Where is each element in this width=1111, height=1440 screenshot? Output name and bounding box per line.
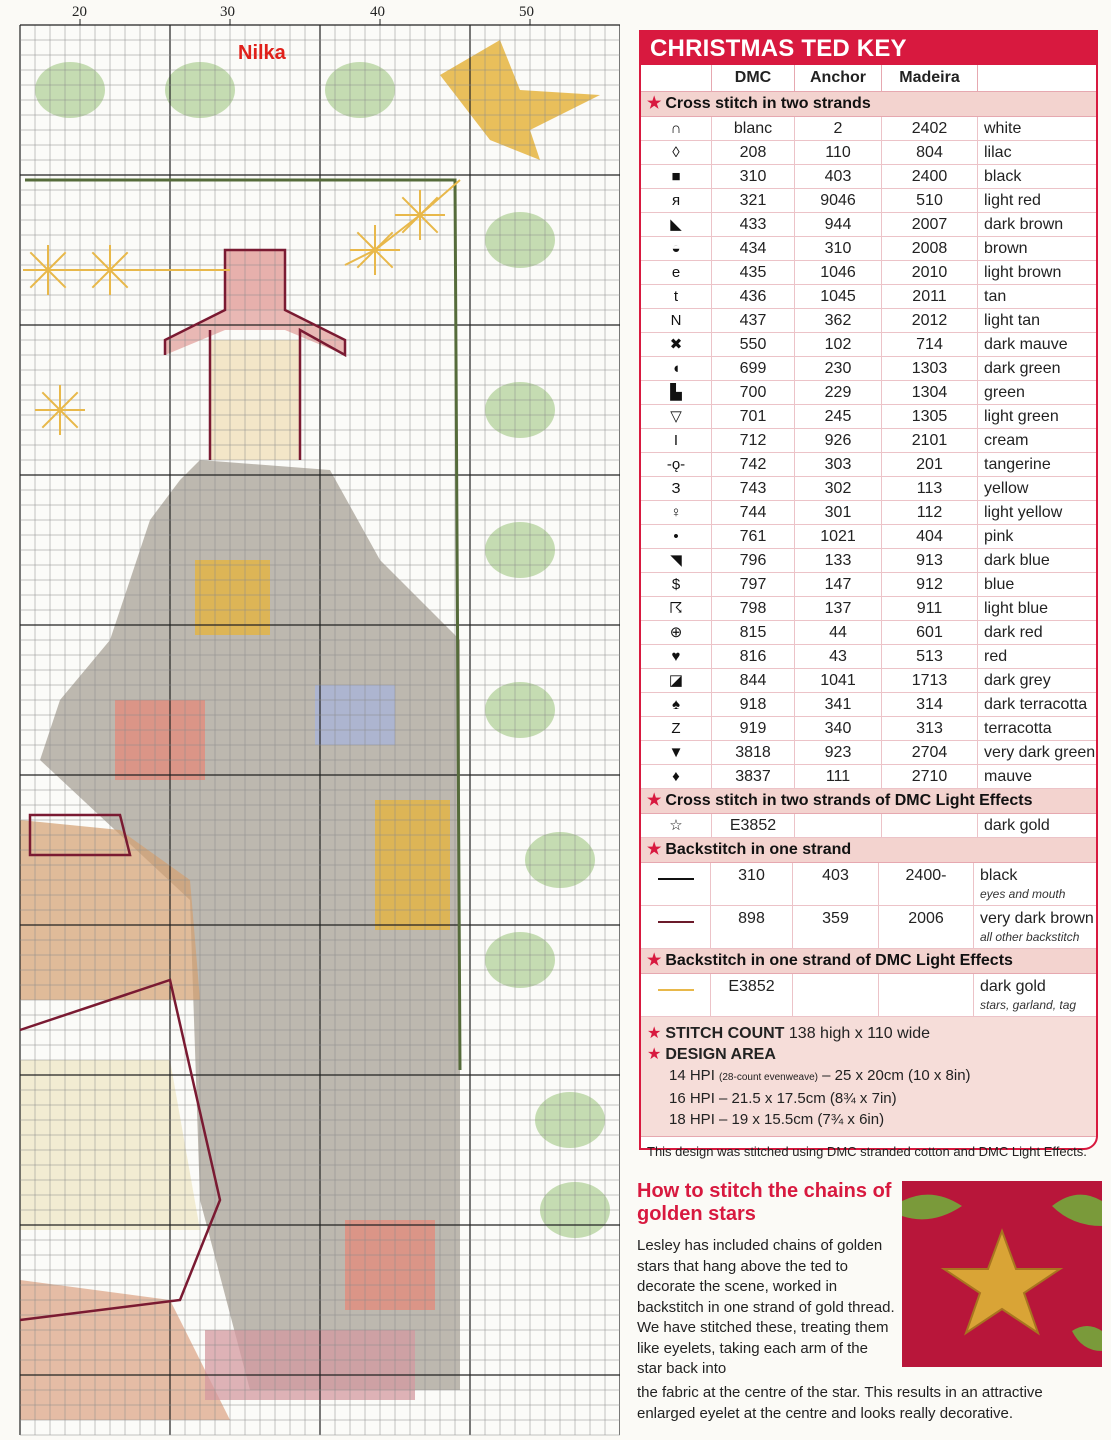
anchor-code: 147 <box>795 573 882 596</box>
thread-rows <box>641 117 1096 789</box>
color-name-text: very dark brown <box>980 910 1094 927</box>
dmc-code: 816 <box>712 645 795 668</box>
symbol-icon: t <box>641 285 712 308</box>
color-name: dark mauve <box>984 336 1068 353</box>
anchor-code <box>793 974 879 1016</box>
dmc-code: 815 <box>712 621 795 644</box>
thread-row <box>641 261 1096 285</box>
anchor-code: 111 <box>795 765 882 788</box>
dmc-code: 742 <box>712 453 795 476</box>
symbol-icon: -ǫ- <box>641 453 712 476</box>
symbol-icon: e <box>641 261 712 284</box>
dmc-code: 310 <box>711 863 793 905</box>
column-number-20: 20 <box>72 4 87 20</box>
backstitch-line-icon <box>641 974 711 1016</box>
anchor-code: 359 <box>793 906 879 948</box>
anchor-code: 310 <box>795 237 882 260</box>
dmc-code: 898 <box>711 906 793 948</box>
symbol-icon: • <box>641 525 712 548</box>
color-name: light red <box>984 192 1041 209</box>
gold-star-image <box>902 1181 1102 1367</box>
dmc-code: 701 <box>712 405 795 428</box>
madeira-code: 313 <box>882 717 978 740</box>
symbol-icon: ✖ <box>641 333 712 356</box>
star-icon: ★ <box>647 952 662 969</box>
dmc-code: 700 <box>712 381 795 404</box>
color-name <box>974 863 1096 905</box>
anchor-code: 303 <box>795 453 882 476</box>
dmc-code: 434 <box>712 237 795 260</box>
anchor-code: 362 <box>795 309 882 332</box>
backstitch-row-dark-gold <box>641 974 1096 1017</box>
madeira-code: 112 <box>882 501 978 524</box>
dmc-code: 433 <box>712 213 795 236</box>
symbol-icon: ■ <box>641 165 712 188</box>
dmc-code: 310 <box>712 165 795 188</box>
key-title: CHRISTMAS TED KEY <box>641 32 1096 65</box>
dmc-code: 744 <box>712 501 795 524</box>
dmc-code: 437 <box>712 309 795 332</box>
thread-row <box>641 213 1096 237</box>
color-name: light tan <box>984 312 1041 329</box>
star-icon: ★ <box>647 95 662 112</box>
madeira-code: 2400 <box>882 165 978 188</box>
stitched-star-photo <box>902 1181 1102 1367</box>
section-backstitch <box>641 838 1096 863</box>
anchor-code: 9046 <box>795 189 882 212</box>
stitch-count-block <box>641 1017 1096 1137</box>
madeira-code: 2402 <box>882 117 978 140</box>
anchor-code: 302 <box>795 477 882 500</box>
madeira-code: 113 <box>882 477 978 500</box>
design-area-label: DESIGN AREA <box>665 1046 776 1063</box>
howto-body-continued: the fabric at the centre of the star. This results in an attractive enlarged eyelet at the centre and looks really decorative. <box>637 1384 1043 1422</box>
color-name: terracotta <box>984 720 1052 737</box>
anchor-code: 229 <box>795 381 882 404</box>
dmc-code: 796 <box>712 549 795 572</box>
backstitch-line-icon <box>641 863 711 905</box>
section-label: Cross stitch in two strands <box>665 95 871 112</box>
color-name: black <box>984 168 1022 185</box>
section-cross-stitch <box>641 92 1096 117</box>
thread-row <box>641 669 1096 693</box>
anchor-code: 1046 <box>795 261 882 284</box>
madeira-code: 913 <box>882 549 978 572</box>
anchor-code: 1021 <box>795 525 882 548</box>
dmc-code: blanc <box>712 117 795 140</box>
madeira-code: 2010 <box>882 261 978 284</box>
stitch-count-value: 138 high x 110 wide <box>788 1025 931 1042</box>
madeira-code: 2400- <box>879 863 974 905</box>
header-anchor: Anchor <box>795 65 882 91</box>
color-name: mauve <box>984 768 1033 785</box>
design-area-16: 16 HPI – 21.5 x 17.5cm (8¾ x 7in) <box>669 1090 897 1107</box>
madeira-code: 2101 <box>882 429 978 452</box>
dmc-code: 761 <box>712 525 795 548</box>
anchor-code: 1041 <box>795 669 882 692</box>
color-name: very dark green <box>984 744 1096 761</box>
header-name <box>978 65 1096 91</box>
madeira-code: 714 <box>882 333 978 356</box>
madeira-code: 1304 <box>882 381 978 404</box>
section-label: Backstitch in one strand <box>665 841 852 858</box>
usage-note: stars, garland, tag <box>980 998 1077 1012</box>
color-name: red <box>984 648 1008 665</box>
symbol-icon: я <box>641 189 712 212</box>
color-name: cream <box>984 432 1029 449</box>
anchor-code: 2 <box>795 117 882 140</box>
madeira-code <box>879 974 974 1016</box>
symbol-icon: ☈ <box>641 597 712 620</box>
thread-row-light-effects <box>641 814 1096 838</box>
dmc-code: 798 <box>712 597 795 620</box>
thread-row <box>641 765 1096 789</box>
christmas-ted-key <box>639 30 1098 1159</box>
thread-row <box>641 285 1096 309</box>
color-name: dark green <box>984 360 1061 377</box>
symbol-icon: ⊕ <box>641 621 712 644</box>
color-name: pink <box>984 528 1014 545</box>
color-name: brown <box>984 240 1028 257</box>
dmc-code: 918 <box>712 693 795 716</box>
thread-row <box>641 309 1096 333</box>
star-icon: ★ <box>647 1046 662 1063</box>
dmc-code: 3818 <box>712 741 795 764</box>
section-backstitch-light-effects <box>641 949 1096 974</box>
symbol-icon: ♥ <box>641 645 712 668</box>
thread-row <box>641 693 1096 717</box>
watermark: Nilka <box>238 42 286 64</box>
madeira-code: 2710 <box>882 765 978 788</box>
color-name: dark red <box>984 624 1043 641</box>
howto-body: Lesley has included chains of golden stars that hang above the ted to decorate the scene, worked in backstitch in one strand of gold thread. We have stitched these, treating them like eyelets, taking each arm of the star back into <box>637 1237 895 1377</box>
madeira-code: 314 <box>882 693 978 716</box>
color-name: dark terracotta <box>984 696 1088 713</box>
symbol-icon: ♀ <box>641 501 712 524</box>
symbol-icon: ◣ <box>641 213 712 236</box>
column-number-50: 50 <box>519 4 534 20</box>
symbol-icon: ◊ <box>641 141 712 164</box>
anchor-code: 110 <box>795 141 882 164</box>
thread-row <box>641 189 1096 213</box>
thread-row <box>641 237 1096 261</box>
anchor-code: 102 <box>795 333 882 356</box>
madeira-code: 1713 <box>882 669 978 692</box>
thread-row <box>641 429 1096 453</box>
symbol-icon: ◖ <box>641 357 712 380</box>
madeira-code: 2704 <box>882 741 978 764</box>
star-icon: ★ <box>647 1025 662 1042</box>
usage-note: all other backstitch <box>980 930 1080 944</box>
section-cross-stitch-light-effects <box>641 789 1096 814</box>
anchor-code: 245 <box>795 405 882 428</box>
madeira-code: 2012 <box>882 309 978 332</box>
thread-row <box>641 477 1096 501</box>
anchor-code: 926 <box>795 429 882 452</box>
anchor-code: 341 <box>795 693 882 716</box>
thread-row <box>641 741 1096 765</box>
header-madeira: Madeira <box>882 65 978 91</box>
symbol-icon: $ <box>641 573 712 596</box>
color-name: light green <box>984 408 1059 425</box>
thread-row <box>641 597 1096 621</box>
star-icon: ★ <box>647 841 662 858</box>
dmc-code: 435 <box>712 261 795 284</box>
symbol-icon: N <box>641 309 712 332</box>
anchor-code: 1045 <box>795 285 882 308</box>
anchor-code <box>795 814 882 837</box>
dmc-code: E3852 <box>711 974 793 1016</box>
design-area-14 <box>647 1065 1088 1088</box>
section-label: Cross stitch in two strands of DMC Light Effects <box>665 792 1033 809</box>
design-area-18: 18 HPI – 19 x 15.5cm (7¾ x 6in) <box>669 1111 885 1128</box>
dmc-code: E3852 <box>712 814 795 837</box>
thread-row <box>641 165 1096 189</box>
color-name: tangerine <box>984 456 1051 473</box>
thread-row <box>641 525 1096 549</box>
usage-note: eyes and mouth <box>980 887 1066 901</box>
anchor-code: 403 <box>793 863 879 905</box>
color-name: blue <box>984 576 1015 593</box>
symbol-icon: Z <box>641 717 712 740</box>
thread-row <box>641 405 1096 429</box>
star-icon: ★ <box>647 792 662 809</box>
howto-title: How to stitch the chains of golden stars <box>637 1180 892 1225</box>
thread-row <box>641 717 1096 741</box>
thread-row <box>641 645 1096 669</box>
backstitch-row-black <box>641 863 1096 906</box>
design-area-14-count: 14 HPI <box>669 1067 720 1084</box>
design-area-14-size: – 25 x 20cm (10 x 8in) <box>817 1067 971 1084</box>
symbol-icon: ▽ <box>641 405 712 428</box>
anchor-code: 923 <box>795 741 882 764</box>
key-header-row <box>641 65 1096 92</box>
madeira-code: 2011 <box>882 285 978 308</box>
color-name: tan <box>984 288 1007 305</box>
madeira-code: 201 <box>882 453 978 476</box>
madeira-code: 601 <box>882 621 978 644</box>
symbol-icon: ◥ <box>641 549 712 572</box>
stitch-count-label: STITCH COUNT <box>665 1025 785 1042</box>
dmc-code: 436 <box>712 285 795 308</box>
madeira-code: 2008 <box>882 237 978 260</box>
dmc-code: 321 <box>712 189 795 212</box>
anchor-code: 137 <box>795 597 882 620</box>
color-name-text: dark gold <box>980 978 1046 995</box>
design-area-14-fabric: (28-count evenweave) <box>719 1072 818 1083</box>
dmc-code: 208 <box>712 141 795 164</box>
thread-row <box>641 333 1096 357</box>
color-name-text: black <box>980 867 1018 884</box>
anchor-code: 44 <box>795 621 882 644</box>
column-number-30: 30 <box>220 4 235 20</box>
backstitch-line-icon <box>641 906 711 948</box>
dmc-code: 743 <box>712 477 795 500</box>
symbol-icon: ∩ <box>641 117 712 140</box>
materials-note: This design was stitched using DMC stranded cotton and DMC Light Effects. <box>647 1144 1087 1159</box>
thread-row <box>641 381 1096 405</box>
thread-row <box>641 357 1096 381</box>
madeira-code <box>882 814 978 837</box>
color-name: light yellow <box>984 504 1063 521</box>
header-dmc: DMC <box>712 65 795 91</box>
color-name: dark grey <box>984 672 1051 689</box>
madeira-code: 911 <box>882 597 978 620</box>
thread-row <box>641 501 1096 525</box>
column-number-40: 40 <box>370 4 385 20</box>
symbol-icon: I <box>641 429 712 452</box>
anchor-code: 301 <box>795 501 882 524</box>
dmc-code: 3837 <box>712 765 795 788</box>
dmc-code: 712 <box>712 429 795 452</box>
color-name: dark blue <box>984 552 1050 569</box>
color-name: white <box>984 120 1022 137</box>
anchor-code: 230 <box>795 357 882 380</box>
color-name: green <box>984 384 1025 401</box>
color-name: lilac <box>984 144 1012 161</box>
madeira-code: 2007 <box>882 213 978 236</box>
anchor-code: 133 <box>795 549 882 572</box>
symbol-icon: ▙ <box>641 381 712 404</box>
madeira-code: 2006 <box>879 906 974 948</box>
thread-row <box>641 573 1096 597</box>
thread-row <box>641 621 1096 645</box>
madeira-code: 1303 <box>882 357 978 380</box>
thread-row <box>641 141 1096 165</box>
backstitch-row-dark-brown <box>641 906 1096 949</box>
dmc-code: 919 <box>712 717 795 740</box>
header-symbol <box>641 65 712 91</box>
madeira-code: 912 <box>882 573 978 596</box>
outline-star-icon: ☆ <box>641 814 712 837</box>
dmc-code: 699 <box>712 357 795 380</box>
color-name: yellow <box>984 480 1029 497</box>
section-label: Backstitch in one strand of DMC Light Effects <box>665 952 1013 969</box>
color-name <box>974 906 1096 948</box>
thread-row <box>641 549 1096 573</box>
dmc-code: 550 <box>712 333 795 356</box>
dmc-code: 844 <box>712 669 795 692</box>
color-name: dark brown <box>984 216 1064 233</box>
color-name <box>974 974 1096 1016</box>
symbol-icon: ♠ <box>641 693 712 716</box>
thread-row <box>641 453 1096 477</box>
symbol-icon: ♦ <box>641 765 712 788</box>
madeira-code: 1305 <box>882 405 978 428</box>
color-name: dark gold <box>984 817 1050 834</box>
color-name: light brown <box>984 264 1062 281</box>
symbol-icon: ▼ <box>641 741 712 764</box>
madeira-code: 513 <box>882 645 978 668</box>
anchor-code: 403 <box>795 165 882 188</box>
symbol-icon: З <box>641 477 712 500</box>
thread-row <box>641 117 1096 141</box>
madeira-code: 510 <box>882 189 978 212</box>
anchor-code: 340 <box>795 717 882 740</box>
anchor-code: 944 <box>795 213 882 236</box>
madeira-code: 804 <box>882 141 978 164</box>
dmc-code: 797 <box>712 573 795 596</box>
symbol-icon: ◪ <box>641 669 712 692</box>
color-name: light blue <box>984 600 1049 617</box>
symbol-icon: ◒ <box>641 237 712 260</box>
anchor-code: 43 <box>795 645 882 668</box>
madeira-code: 404 <box>882 525 978 548</box>
